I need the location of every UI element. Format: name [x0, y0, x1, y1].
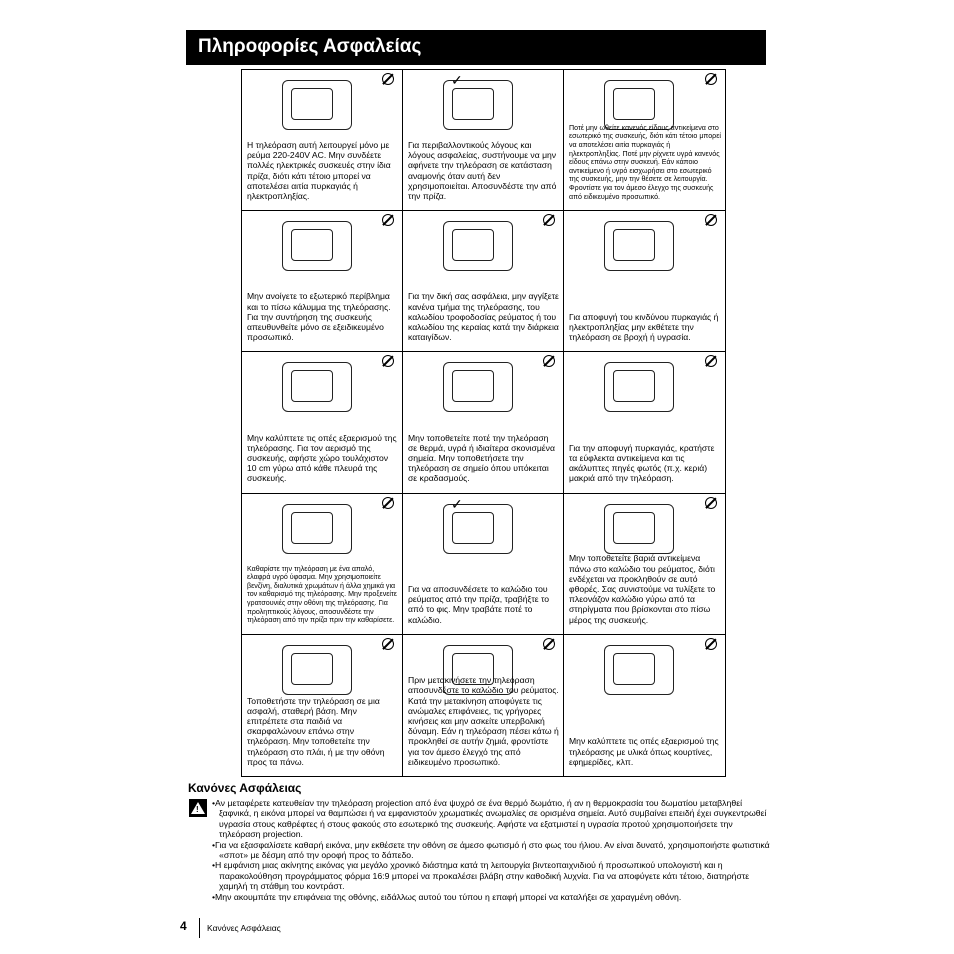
prohibited-icon — [543, 214, 555, 226]
rule-item: • Μην ακουμπάτε την επιφάνεια της οθόνης, ειδάλλως αυτού του τύπου η επαφή μπορεί να καταλήξει σε χαραγμένη οθόνη. — [212, 892, 772, 902]
prohibited-icon — [543, 355, 555, 367]
safety-cell — [403, 352, 564, 493]
prohibited-icon — [705, 214, 717, 226]
safety-grid — [241, 69, 726, 777]
prohibited-icon — [543, 638, 555, 650]
checkmark-icon — [451, 73, 465, 87]
safety-text: Μην τοποθετείτε ποτέ την τηλεόραση σε θερμά, υγρά ή ιδιαίτερα σκονισμένα σημεία. Μην τοποθετήσετε την τηλεόραση σε σημείο όπου υπόκειται σε κραδασμούς. — [408, 432, 555, 484]
page-title: Πληροφορίες Ασφαλείας — [186, 30, 766, 65]
power-plug-icon — [282, 80, 352, 130]
safety-cell — [564, 635, 725, 776]
safety-cell — [403, 211, 564, 352]
safety-cell — [242, 635, 403, 776]
safety-cell — [564, 494, 725, 635]
safety-cell — [564, 352, 725, 493]
unstable-tv-icon — [282, 645, 352, 695]
safety-text: Ποτέ μην ωθείτε κανενός είδους αντικείμενα στο εσωτερικό της συσκευής, διότι κάτι τέτοιο μπορεί να αποτελέσει αιτία πυρκαγιάς ή ηλεκτροπληξίας. Ποτέ μην ρίχνετε υγρά κανενός είδους επάνω στην συσκευή. Εάν κάποιο αντικείμενο ή υγρό εισχωρήσει στο εσωτερικό της συσκευής, μην την θέσετε σε λειτουργία. Φροντίστε για τον άμεσο έλεγχο της συσκευής από ειδικευμένο προσωπικό. — [569, 123, 721, 201]
open-cabinet-icon — [282, 221, 352, 271]
tv-on-cable-icon — [604, 504, 674, 554]
rule-item: • Η εμφάνιση μιας ακίνητης εικόνας για μεγάλο χρονικό διάστημα κατά τη λειτουργία βιντεοπαιχνιδιού ή προσωπικού υπολογιστή και η παρακολούθηση προγράμματος φόρμα 16:9 μπορεί να προκαλέσει βλάβη στην καθοδική λυχνία. Για να αποφύγετε κάτι τέτοιο, διατηρήστε χαμηλή τη στάθμη του κοντράστ. — [212, 860, 772, 891]
safety-cell — [242, 494, 403, 635]
rules-heading: Κανόνες Ασφάλειας — [188, 781, 302, 795]
safety-text: Μην καλύπτετε τις οπές εξαερισμού της τηλεόρασης με υλικά όπως κουρτίνες, εφημερίδες, κλπ. — [569, 736, 719, 767]
objects-inside-tv-icon — [604, 80, 674, 130]
page-number: 4 — [180, 919, 187, 933]
lightning-icon — [443, 221, 513, 271]
candle-icon — [604, 362, 674, 412]
heat-sun-icon — [443, 362, 513, 412]
safety-text: Πριν μετακινήσετε την τηλεόραση αποσυνδέστε το καλώδιο του ρεύματος. Κατά την μετακίνηση αποφύγετε τις ανώμαλες επιφάνειες, τις γρήγορες κινήσεις και μην ασκείτε υπερβολική δύναμη. Εάν η τηλεόραση πέσει κάτω ή προκληθεί σε αυτήν ζημιά, φροντίστε για τον άμεσο έλεγχό της από ειδικευμένο προσωπικό. — [408, 675, 559, 767]
safety-text: Για να αποσυνδέσετε το καλώδιο του ρεύματος από την πρίζα, τραβήξτε το από το φις. Μην τραβάτε ποτέ το καλώδιο. — [408, 583, 550, 625]
safety-text: Για περιβαλλοντικούς λόγους και λόγους ασφαλείας, συστήνουμε να μην αφήνετε την τηλεόραση σε κατάσταση αναμονής όταν αυτή δεν χρησιμοποιείται. Αποσυνδέστε την από την πρίζα. — [408, 139, 557, 201]
prohibited-icon — [382, 73, 394, 85]
safety-cell — [403, 70, 564, 211]
safety-text: Για την αποφυγή πυρκαγιάς, κρατήστε τα εύφλεκτα αντικείμενα και τις ακάλυπτες πηγές φωτός (π.χ. κεριά) μακριά από την τηλεόραση. — [569, 442, 715, 484]
safety-text: Η τηλεόραση αυτή λειτουργεί μόνο με ρεύμα 220-240V AC. Μην συνδέετε πολλές ηλεκτρικές συσκευές στην ίδια πρίζα, διότι κάτι τέτοιο μπορεί να αποτελέσει αιτία πυρκαγιάς ή ηλεκτροπληξίας. — [247, 139, 391, 201]
prohibited-icon — [382, 214, 394, 226]
safety-text: Για αποφυγή του κινδύνου πυρκαγιάς ή ηλεκτροπληξίας μην εκθέτετε την τηλεόραση σε βροχή ή υγρασία. — [569, 311, 719, 343]
prohibited-icon — [705, 73, 717, 85]
safety-cell — [403, 635, 564, 776]
safety-cell — [242, 70, 403, 211]
curtains-icon — [282, 362, 352, 412]
prohibited-icon — [382, 497, 394, 509]
rule-item: • Για να εξασφαλίσετε καθαρή εικόνα, μην εκθέσετε την οθόνη σε άμεσο φωτισμό ή στο φως του ήλιου. Αν είναι δυνατό, χρησιμοποιήστε φωτιστικά «σποτ» με δέσμη από την οροφή προς το δάπεδο. — [212, 840, 772, 861]
prohibited-icon — [382, 355, 394, 367]
cleaning-cloth-icon — [282, 504, 352, 554]
footer-section-label: Κανόνες Ασφάλειας — [207, 923, 281, 933]
safety-cell — [564, 70, 725, 211]
prohibited-icon — [705, 355, 717, 367]
safety-text: Για την δική σας ασφάλεια, μην αγγίξετε κανένα τμήμα της τηλεόρασης, του καλωδίου τροφοδοσίας ρεύματος ή του καλωδίου της κεραίας κατά την διάρκεια καταιγίδων. — [408, 291, 559, 343]
safety-cell — [242, 352, 403, 493]
safety-text: Μην τοποθετείτε βαριά αντικείμενα πάνω στο καλώδιο του ρεύματος, διότι ενδέχεται να προκληθούν σε αυτό φθορές. Σας συνιστούμε να τυλίξετε το πλεονάζον καλώδιο γύρω από τα στηρίγματα που βρίσκονται στο πίσω μέρος της συσκευής. — [569, 553, 716, 625]
safety-cell — [403, 494, 564, 635]
rules-list — [212, 798, 772, 902]
rule-item: • Αν μεταφέρετε κατευθείαν την τηλεόραση projection από ένα ψυχρό σε ένα θερμό δωμάτιο, ή αν η θερμοκρασία του δωματίου μεταβληθεί ξαφνικά, η εικόνα μπορεί να θαμπώσει ή να εμφανιστούν χρωματικές ανωμαλίες σε ορισμένα σημεία. Αυτό συμβαίνει επειδή έχει συγκεντρωθεί υγρασία στους καθρέφτες ή στους φακούς στο εσωτερικό της συσκευής. Αφήστε να εξατμιστεί η υγρασία προτού χρησιμοποιήσετε την τηλεόραση projection. — [212, 798, 772, 840]
water-splash-icon — [604, 221, 674, 271]
safety-text: Τοποθετήστε την τηλεόραση σε μια ασφαλή, σταθερή βάση. Μην επιτρέπετε στα παιδιά να σκαρφαλώνουν επάνω στην τηλεόραση. Μην τοποθετείτε την τηλεόραση στο πλάι, ή με την οθόνη προς τα πάνω. — [247, 695, 385, 767]
checkmark-icon — [451, 497, 465, 511]
prohibited-icon — [382, 638, 394, 650]
footer-divider — [199, 918, 200, 938]
prohibited-icon — [705, 497, 717, 509]
safety-text: Μην καλύπτετε τις οπές εξαερισμού της τηλεόρασης. Για τον αερισμό της συσκευής, αφήστε χώρο τουλάχιστον 10 cm γύρω από κάθε πλευρά της συσκευής. — [247, 432, 397, 484]
safety-cell — [242, 211, 403, 352]
covered-tv-icon — [604, 645, 674, 695]
safety-cell — [564, 211, 725, 352]
safety-text: Μην ανοίγετε το εξωτερικό περίβλημα και το πίσω κάλυμμα της τηλεόρασης. Για την συντήρηση της συσκευής απευθυνθείτε μόνο σε εξειδικευμένο προσωπικό. — [247, 291, 391, 343]
prohibited-icon — [705, 638, 717, 650]
safety-text: Καθαρίστε την τηλεόραση με ένα απαλό, ελαφρά υγρό ύφασμα. Μην χρησιμοποιείτε βενζίνη, διαλυτικά χρωμάτων ή άλλα χημικά για τον καθαρισμό της τηλεόρασης. Μην προξενείτε γρατσουνιές στην οθόνη της τηλεόρασης. Για προληπτικούς λόγους, αποσυνδέστε την τηλεόραση από την πρίζα πριν την καθαρίσετε. — [247, 564, 397, 625]
warning-icon — [189, 799, 207, 817]
